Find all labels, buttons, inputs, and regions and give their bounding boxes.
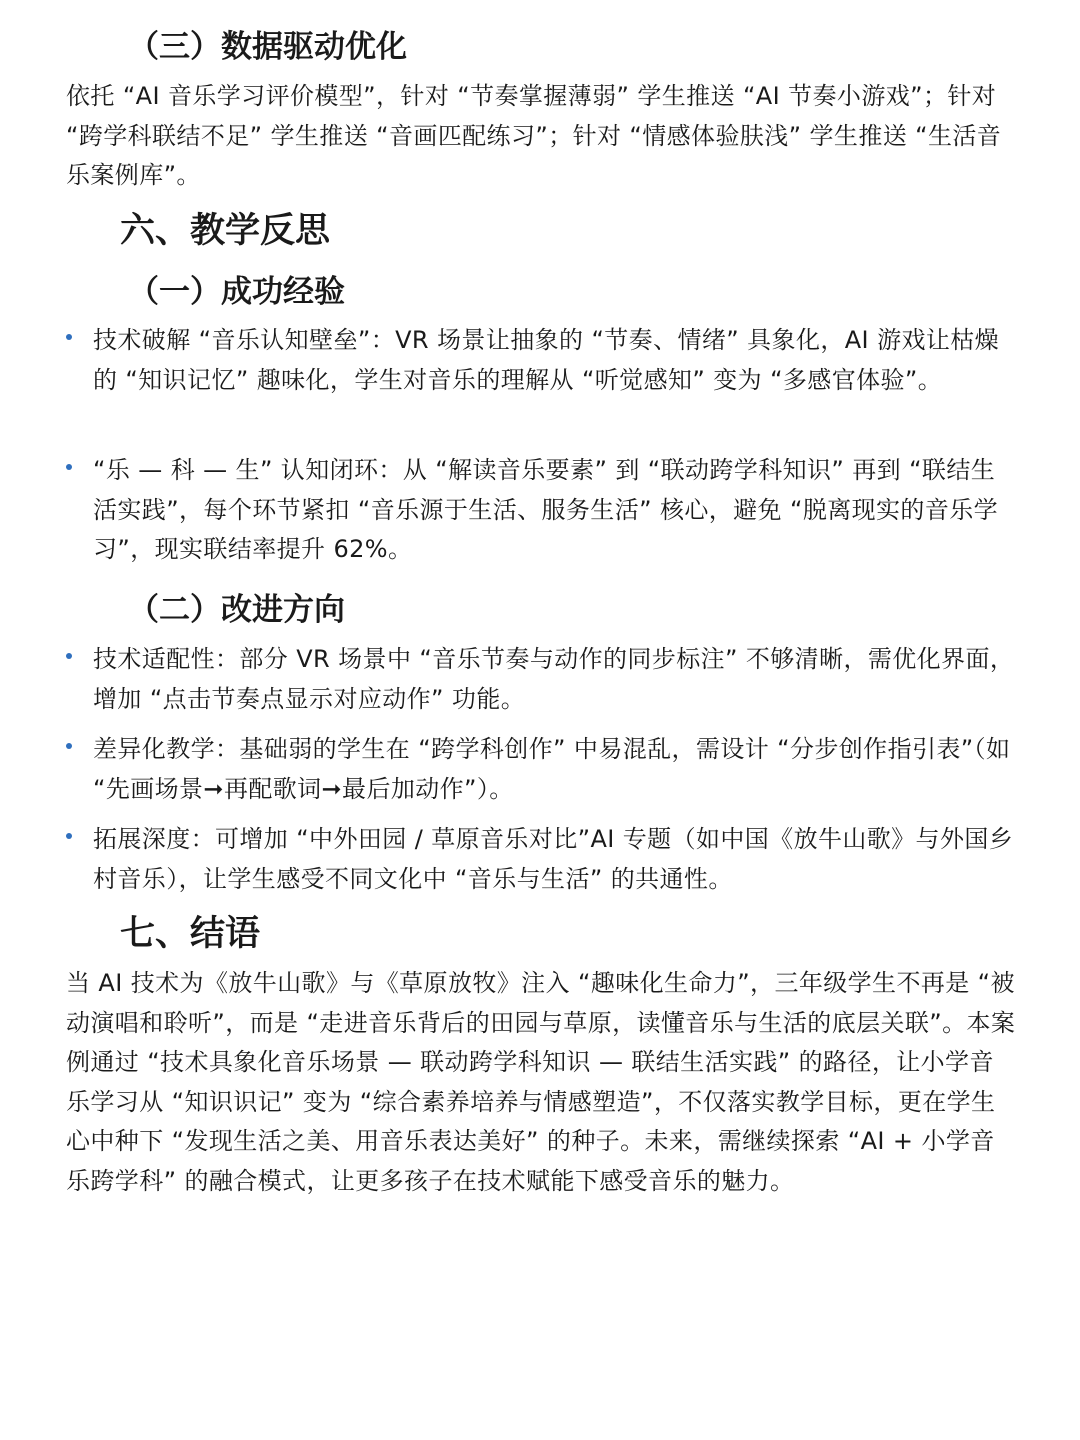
- section-3-heading: （三）数据驱动优化: [128, 29, 407, 65]
- improve-heading: （二）改进方向: [128, 592, 345, 628]
- bullet-dot-icon: [66, 464, 72, 470]
- list-item: [66, 640, 1016, 719]
- list-item-text: 技术破解 “音乐认知壁垒”：VR 场景让抽象的 “节奏、情绪” 具象化，AI 游戏让枯燥的 “知识记忆” 趣味化，学生对音乐的理解从 “听觉感知” 变为 “多感官体验”。: [93, 326, 1000, 394]
- conclusion-heading: 七、结语: [120, 914, 261, 954]
- success-heading: （一）成功经验: [128, 274, 345, 310]
- conclusion-paragraph: 当 AI 技术为《放牛山歌》与《草原放牧》注入 “趣味化生命力”，三年级学生不再是 “被动演唱和聆听”，而是 “走进音乐背后的田园与草原，读懂音乐与生活的底层关联”。本案例通过 “技术具象化音乐场景 — 联动跨学科知识 — 联结生活实践” 的路径，让小学音乐学习从 “知识识记” 变为 “综合素养培养与情感塑造”，不仅落实教学目标，更在学生心中种下 “发现生活之美、用音乐表达美好” 的种子。未来，需继续探索 “AI + 小学音乐跨学科” 的融合模式，让更多孩子在技术赋能下感受音乐的魅力。: [66, 969, 1016, 1195]
- list-item: [66, 321, 1016, 400]
- list-item-text: “乐 — 科 — 生” 认知闭环：从 “解读音乐要素” 到 “联动跨学科知识” 再到 “联结生活实践”，每个环节紧扣 “音乐源于生活、服务生活” 核心，避免 “脱离现实的音乐学习”，现实联结率提升 62%。: [93, 456, 999, 563]
- list-item-text: 差异化教学：基础弱的学生在 “跨学科创作” 中易混乱，需设计 “分步创作指引表”（如 “先画场景➞再配歌词➞最后加动作”）。: [93, 735, 1011, 803]
- list-item-text: 拓展深度：可增加 “中外田园 / 草原音乐对比”AI 专题（如中国《放牛山歌》与外国乡村音乐），让学生感受不同文化中 “音乐与生活” 的共通性。: [93, 825, 1014, 893]
- section-3-paragraph: 依托 “AI 音乐学习评价模型”，针对 “节奏掌握薄弱” 学生推送 “AI 节奏小游戏”；针对 “跨学科联结不足” 学生推送 “音画匹配练习”；针对 “情感体验肤浅” 学生推送 “生活音乐案例库”。: [66, 82, 1002, 189]
- list-item-text: 技术适配性：部分 VR 场景中 “音乐节奏与动作的同步标注” 不够清晰，需优化界面，增加 “点击节奏点显示对应动作” 功能。: [93, 645, 1015, 713]
- bullet-dot-icon: [66, 653, 72, 659]
- bullet-dot-icon: [66, 743, 72, 749]
- list-item: [66, 820, 1016, 899]
- reflection-heading: 六、教学反思: [120, 211, 331, 251]
- bullet-dot-icon: [66, 833, 72, 839]
- list-item: [66, 451, 1016, 570]
- list-item: [66, 730, 1016, 809]
- bullet-dot-icon: [66, 334, 72, 340]
